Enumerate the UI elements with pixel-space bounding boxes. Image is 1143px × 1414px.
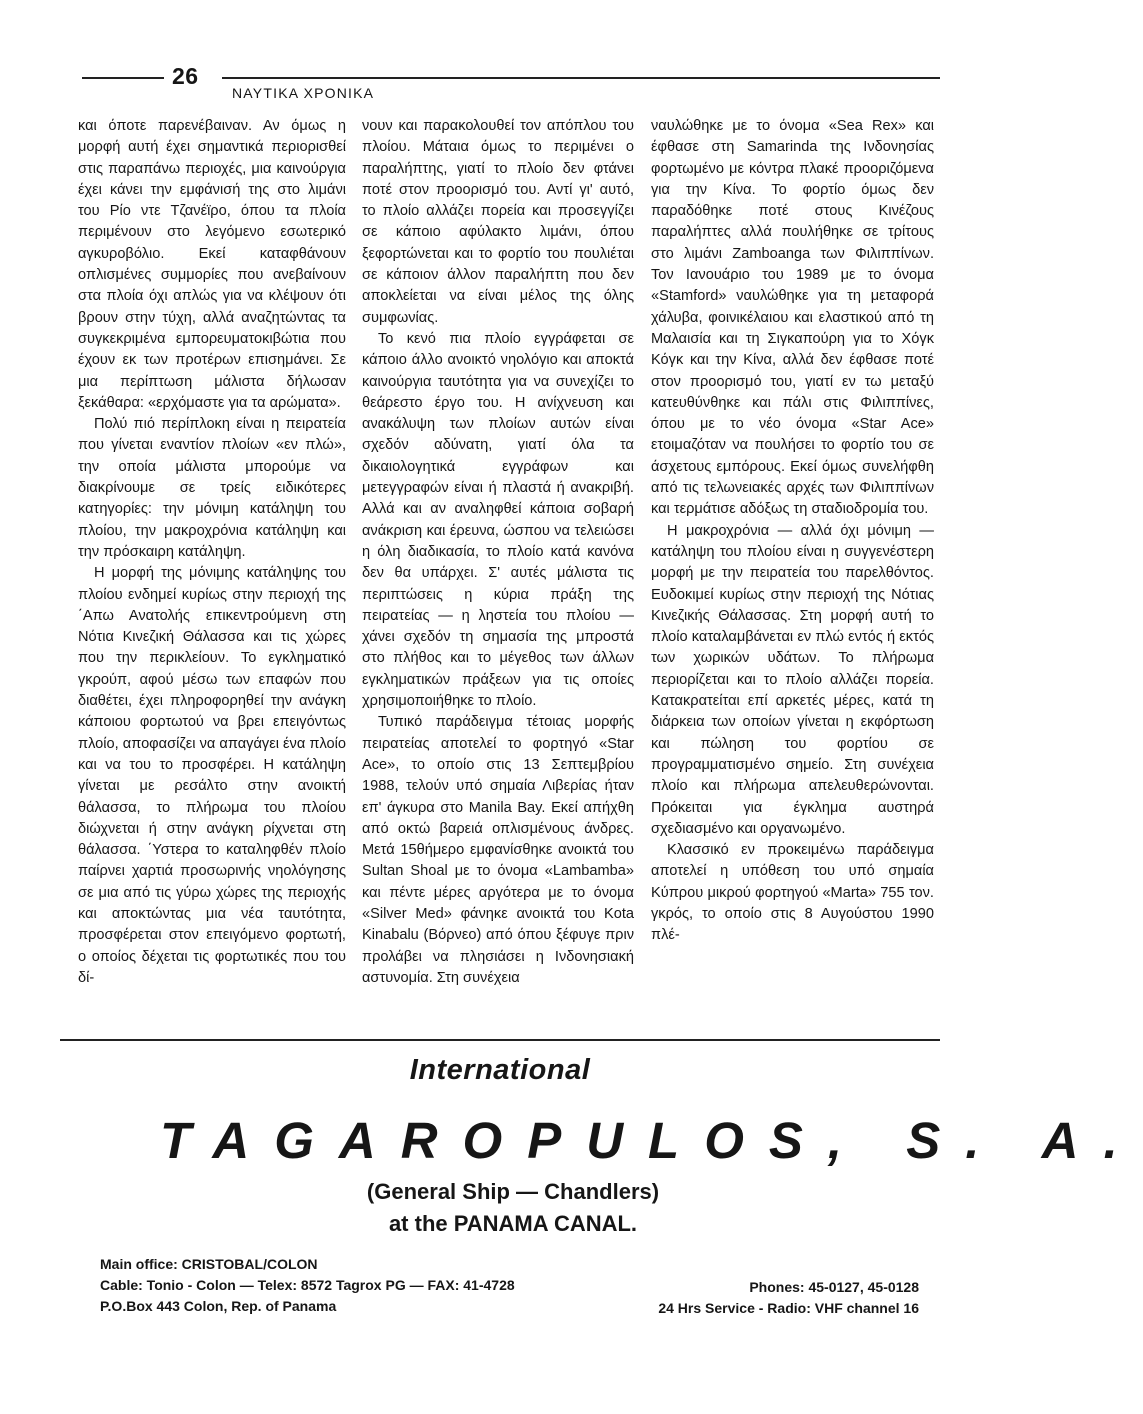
ad-location-line: at the PANAMA CANAL. — [388, 1211, 638, 1236]
article-column-3 — [651, 116, 934, 1031]
article-column-2 — [362, 116, 634, 1031]
article-paragraph: και όποτε παρενέβαιναν. Αν όμως η μορφή αυτή έχει σημαντικά περιορισθεί στις παραπάνω περιοχές, μια καινούργια έχει κάνει την εμφάνισή της στο λιμάνι του Ρίο ντε Τζανέϊρο, όπου τα πλοία περιμένουν στο λεγόμενο εσωτερικό αγκυροβόλιο. Εκεί καταφθάνουν οπλισμένες συμμορίες που ανεβαίνουν στα πλοία όχι απλώς για να κλέψουν ότι βρουν στην τύχη, αλλά αναζητώντας τα συγκεκριμένα εμπορευματοκιβώτια που έχουν εκ των προτέρων επισημάνει. Σε μια περίπτωση μάλιστα δήλωσαν ξεκάθαρα: «ερχόμαστε για τα αρώματα». — [78, 118, 346, 411]
ad-service: 24 Hrs Service - Radio: VHF channel 16 — [658, 1300, 919, 1316]
article-paragraph: Η μακροχρόνια — αλλά όχι μόνιμη — κατάληψη του πλοίου είναι η συγγενέστερη μορφή με την πειρατεία του παρελθόντος. Ευδοκιμεί κυρίως στην περιοχή της Νότιας Κινεζικής Θάλασσας. Στη μορφή αυτή το πλοίο καταλαμβάνεται εν πλώ εντός ή εκτός των χωρικών υδάτων. Το πλήρωμα περιορίζεται και το πλοίο αλλάζει πορεία. Κατακρατείται επί αρκετές μέρες, κατά τη διάρκεια των οποίων γίνεται η εκφόρτωση και πώληση του φορτίου σε προγραμματισμένο σημείο. Στη συνέχεια πλοίο και πλήρωμα απελευθερώνονται. Πρόκειται για έγκλημα αυστηρά σχεδιασμένο και οργανωμένο. — [651, 522, 934, 837]
article-paragraph: Η μορφή της μόνιμης κατάληψης του πλοίου ενδημεί κυρίως στην περιοχή της ΄Απω Ανατολής επικεντρούμενη στη Νότια Κινεζική Θάλασσα και τις χώρες που την περικλείουν. Το εγκληματικό γκρούπ, αφού μέσω των επαφών που διαθέτει, έχει πληροφορηθεί την ανάγκη κάποιου φορτωτού να βρει επειγόντως πλοίο, αποφασίζει να απαγάγει ένα πλοίο και να του το προσφέρει. Η κατάληψη γίνεται με ρεσάλτο στην ανοικτή θάλασσα, το πλήρωμα του πλοίου διώχνεται ή στην ανάγκη ρίχνεται στη θάλασσα. ΄Υστερα το καταληφθέν πλοίο παίρνει χαρτιά προσωρινής νηολόγησης σε μια από τις γύρω χώρες της περιοχής και αποκτώντας μια νέα ταυτότητα, προσφέρεται στον επειγόμενο φορτωτή, ο οποίος δέχεται τις φορτωτικές που του δί- — [78, 565, 346, 986]
ad-address-block — [100, 1254, 515, 1317]
advertisement-divider — [60, 1039, 940, 1041]
ad-phones: Phones: 45-0127, 45-0128 — [749, 1279, 919, 1295]
article-column-1 — [78, 116, 346, 1031]
article-paragraph: νουν και παρακολουθεί τον απόπλου του πλοίου. Μάταια όμως το περιμένει ο παραλήπτης, γιατί το πλοίο δεν φτάνει ποτέ στον προορισμό του. Αντί γι' αυτό, το πλοίο αλλάζει πορεία και προσεγγίζει σε κάποιο αφύλακτο λιμάνι, όπου ξεφορτώνεται και το φορτίο του πουλιέται σε κάποιον άλλον παραλήπτη που δεν αποκλείεται να είναι μέλος της όλης συμφωνίας. — [362, 118, 634, 326]
article-paragraph: Πολύ πιό περίπλοκη είναι η πειρατεία που γίνεται εναντίον πλοίων «εν πλώ», την οποία μάλιστα μπορούμε να διακρίνουμε σε τρείς ειδικότερες κατηγορίες: την μόνιμη κατάληψη του πλοίου, την μακροχρόνια κατάληψη και την πρόσκαιρη κατάληψη. — [78, 416, 346, 560]
ad-po-box: P.O.Box 443 Colon, Rep. of Panama — [100, 1298, 337, 1314]
ad-business-line: (General Ship — Chandlers) — [366, 1179, 660, 1204]
header-rule-left — [82, 77, 164, 79]
ad-contact-block — [658, 1277, 919, 1319]
ad-cable-telex-fax: Cable: Tonio - Colon — Telex: 8572 Tagrox PG — FAX: 41-4728 — [100, 1277, 515, 1293]
ad-main-office: Main office: CRISTOBAL/COLON — [100, 1256, 318, 1272]
ad-tagline: International — [409, 1054, 591, 1086]
page-number: 26 — [172, 63, 199, 89]
article-paragraph: Τυπικό παράδειγμα τέτοιας μορφής πειρατείας αποτελεί το φορτηγό «Star Ace», το οποίο στις 13 Σεπτεμβρίου 1988, τελούν υπό σημαία Λιβερίας ήταν επ' άγκυρα στο Manila Bay. Εκεί απήχθη από οκτώ βαρειά οπλισμένους άνδρες. Μετά 15θήμερο εμφανίσθηκε ανοικτά του Sultan Shoal με το όνομα «Lambamba» και πέντε μέρες αργότερα με το όνομα «Silver Med» φάνηκε ανοικτά του Kota Kinabalu (Βόρνεο) από όπου ξέφυγε πριν προλάβει να πλησιάσει η Ινδονησιακή αστυνομία. Στη συνέχεια — [362, 714, 634, 986]
header-rule-right — [222, 77, 940, 79]
ad-company-name: TAGAROPULOS, S. A. — [160, 1112, 1143, 1169]
article-paragraph: Κλασσικό εν προκειμένω παράδειγμα αποτελεί η υπόθεση του υπό σημαία Κύπρου μικρού φορτηγού «Marta» 755 τον. γκρός, το οποίο στις 8 Αυγούστου 1990 πλέ- — [651, 842, 934, 944]
article-paragraph: ναυλώθηκε με το όνομα «Sea Rex» και έφθασε στη Samarinda της Ινδονησίας φορτωμένο με κόντρα πλακέ προοριζόμενα για την Κίνα. Το φορτίο όμως δεν παραδόθηκε ποτέ στους Κινέζους παραλήπτες αλλά πουλήθηκε σε τρίτους στο λιμάνι Zamboanga των Φιλιππίνων. Τον Ιανουάριο του 1989 με το όνομα «Stamford» ναυλώθηκε για τη μεταφορά χάλυβα, φοινικέλαιου και ελαστικού από τη Μαλαισία και τη Σιγκαπούρη για το Χόγκ Κόγκ και την Κίνα, αλλά δεν έφθασε ποτέ στον προορισμό του, γιατί εν τω μεταξύ κατευθύνθηκε και πάλι στις Φιλιππίνες, όπου με το νέο όνομα «Star Ace» ετοιμαζόταν να πουλήσει το φορτίο του σε άσχετους εμπόρους. Εκεί όμως συνελήφθη από τις τελωνειακές αρχές των Φιλιππίνων και τερμάτισε αδόξως τη σταδιοδρομία του. — [651, 118, 934, 518]
running-title: ΝΑΥΤΙΚΑ ΧΡΟΝΙΚΑ — [232, 85, 375, 101]
article-paragraph: Το κενό πια πλοίο εγγράφεται σε κάποιο άλλο ανοικτό νηολόγιο και αποκτά καινούργια ταυτότητα για να συνεχίζει το θεάρεστο έργο του. Η ανίχνευση και ανακάλυψη των πλοίων αυτών είναι σχεδόν αδύνατη, γιατί όλα τα δικαιολογητικά εγγράφων και μετεγγραφών είναι ή πλαστά ή ανακριβή. Αλλά και αν αναληφθεί κάποια σοβαρή ανάκριση και έρευνα, ώσπου να τελειώσει η όλη διαδικασία, το πλοίο κατά κανόνα δεν θα υπάρχει. Σ' αυτές μάλιστα τις περιπτώσεις η κύρια πράξη της πειρατείας — η ληστεία του πλοίου — χάνει σχεδόν τη σημασία της μπροστά στο πλήθος και το μέγεθος των άλλων εγκληματικών πράξεων για τις οποίες χρησιμοποιήθηκε το πλοίο. — [362, 330, 634, 710]
